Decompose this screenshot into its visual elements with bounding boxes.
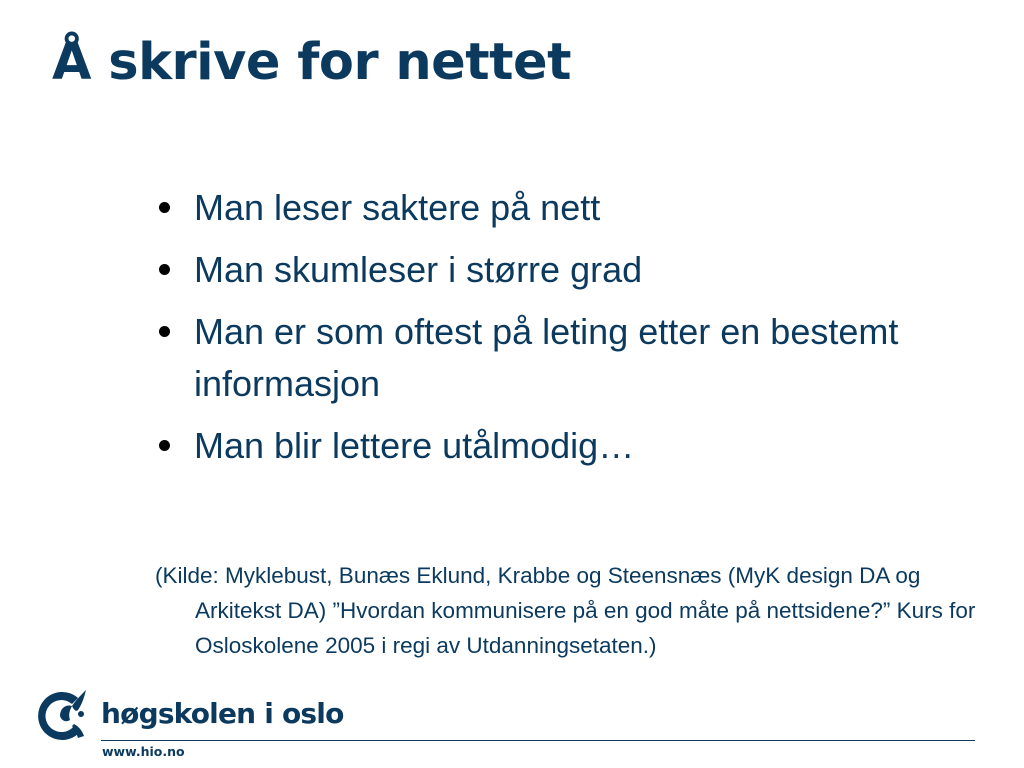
bullet-list bbox=[155, 182, 915, 482]
bullet-text: Man skumleser i større grad bbox=[194, 249, 643, 290]
hio-logo-icon bbox=[34, 680, 96, 746]
bullet-text: Man leser saktere på nett bbox=[194, 187, 601, 228]
bullet-text: Man blir lettere utålmodig… bbox=[194, 425, 635, 466]
bullet-item bbox=[155, 182, 915, 234]
bullet-dot-icon bbox=[159, 326, 170, 337]
logo-text: høgskolen i oslo bbox=[101, 697, 344, 730]
bullet-dot-icon bbox=[159, 202, 170, 213]
slide-title: Å skrive for nettet bbox=[52, 33, 571, 92]
bullet-text: Man er som oftest på leting etter en bestemt informasjon bbox=[194, 311, 899, 404]
footer-url: www.hio.no bbox=[102, 744, 185, 759]
bullet-item bbox=[155, 420, 915, 472]
bullet-dot-icon bbox=[159, 440, 170, 451]
bullet-dot-icon bbox=[159, 264, 170, 275]
bullet-item bbox=[155, 244, 915, 296]
source-note: (Kilde: Myklebust, Bunæs Eklund, Krabbe og Steensnæs (MyK design DA og Arkitekst DA) ”Hvordan kommunisere på en god måte på nettsidene?” Kurs for Osloskolene 2005 i regi av Utdanningsetaten.) bbox=[155, 563, 976, 658]
bullet-item bbox=[155, 306, 915, 410]
footer-divider bbox=[101, 740, 975, 741]
footer bbox=[0, 672, 1024, 768]
